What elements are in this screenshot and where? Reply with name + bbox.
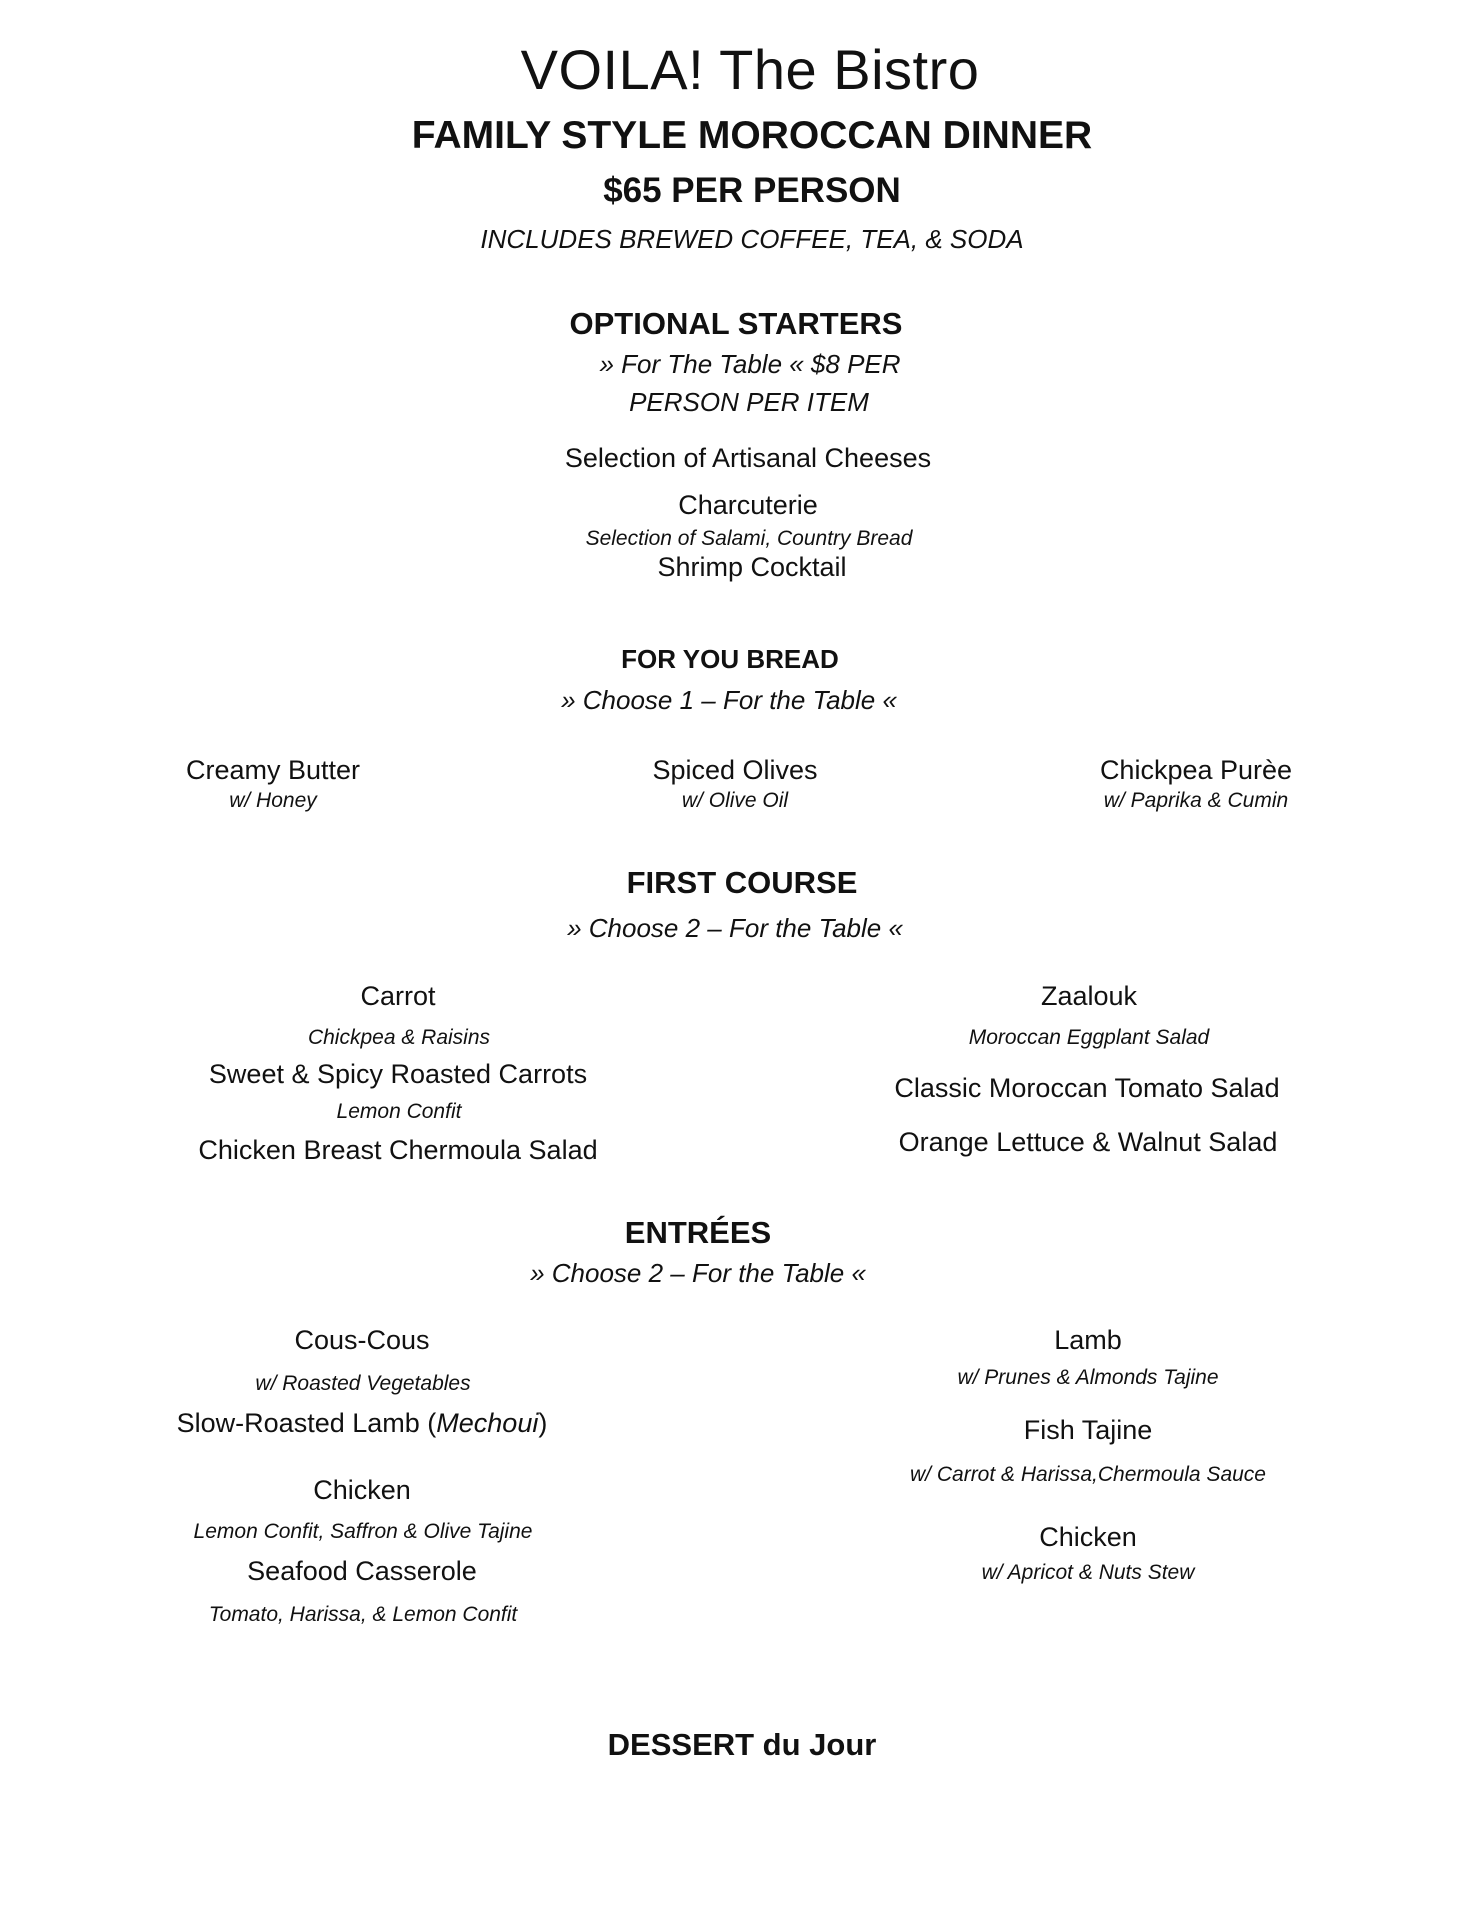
entrees-note: » Choose 2 – For the Table « [530,1258,866,1288]
first-course-item-desc: Moroccan Eggplant Salad [968,1026,1210,1049]
first-course-item-name: Classic Moroccan Tomato Salad [894,1073,1280,1103]
price-per-person: $65 PER PERSON [603,171,901,210]
entree-item-name: Fish Tajine [1023,1415,1153,1445]
starter-item-name: Selection of Artisanal Cheeses [564,443,932,473]
bread-item-desc: w/ Olive Oil [681,789,789,812]
entree-item-desc: w/ Roasted Vegetables [255,1372,471,1395]
first-course-note: » Choose 2 – For the Table « [567,913,903,943]
entree-item-desc: w/ Carrot & Harissa,Chermoula Sauce [910,1463,1266,1486]
bread-item-name: Creamy Butter [185,755,361,785]
starters-heading: OPTIONAL STARTERS [569,306,903,341]
entree-item-desc: Lemon Confit, Saffron & Olive Tajine [193,1520,533,1543]
starter-item-desc: Selection of Salami, Country Bread [585,527,913,550]
starter-item-name: Charcuterie [678,490,818,520]
entree-name-italic: Mechoui [436,1408,539,1438]
entree-item-name: Seafood Casserole [247,1556,477,1586]
entree-name-part: Slow-Roasted Lamb ( [176,1408,437,1438]
starters-note-line1: » For The Table « $8 PER [599,349,901,379]
first-course-heading: FIRST COURSE [626,865,858,900]
restaurant-title: VOILA! The Bistro [520,38,980,101]
starters-note-line2: PERSON PER ITEM [629,387,869,417]
starter-item-name: Shrimp Cocktail [657,552,847,582]
bread-item-desc: w/ Honey [229,789,317,812]
first-course-item-name: Chicken Breast Chermoula Salad [198,1135,598,1165]
entree-item-name [177,1408,548,1439]
menu-subtitle: FAMILY STYLE MOROCCAN DINNER [411,114,1093,157]
entree-item-name: Lamb [1054,1325,1122,1355]
includes-note: INCLUDES BREWED COFFEE, TEA, & SODA [480,224,1024,254]
entree-item-name: Chicken [1039,1522,1137,1552]
entree-item-name: Chicken [313,1475,411,1505]
bread-note: » Choose 1 – For the Table « [561,685,897,715]
entree-name-part: ) [538,1408,548,1438]
entree-item-desc: Tomato, Harissa, & Lemon Confit [208,1603,518,1626]
dessert-heading: DESSERT du Jour [607,1727,877,1762]
entree-item-name: Cous-Cous [294,1325,430,1355]
first-course-item-name: Zaalouk [1040,981,1138,1011]
first-course-item-name: Carrot [360,981,436,1011]
first-course-item-name: Orange Lettuce & Walnut Salad [898,1127,1278,1157]
bread-item-name: Spiced Olives [652,755,818,785]
entree-item-desc: w/ Apricot & Nuts Stew [981,1561,1195,1584]
first-course-item-desc: Chickpea & Raisins [307,1026,491,1049]
bread-item-desc: w/ Paprika & Cumin [1103,789,1289,812]
first-course-item-desc: Lemon Confit [336,1100,462,1123]
bread-heading: FOR YOU BREAD [621,644,839,674]
entrees-heading: ENTRÉES [624,1215,772,1250]
first-course-item-name: Sweet & Spicy Roasted Carrots [208,1059,588,1089]
bread-item-name: Chickpea Purèe [1099,755,1293,785]
entree-item-desc: w/ Prunes & Almonds Tajine [957,1366,1219,1389]
